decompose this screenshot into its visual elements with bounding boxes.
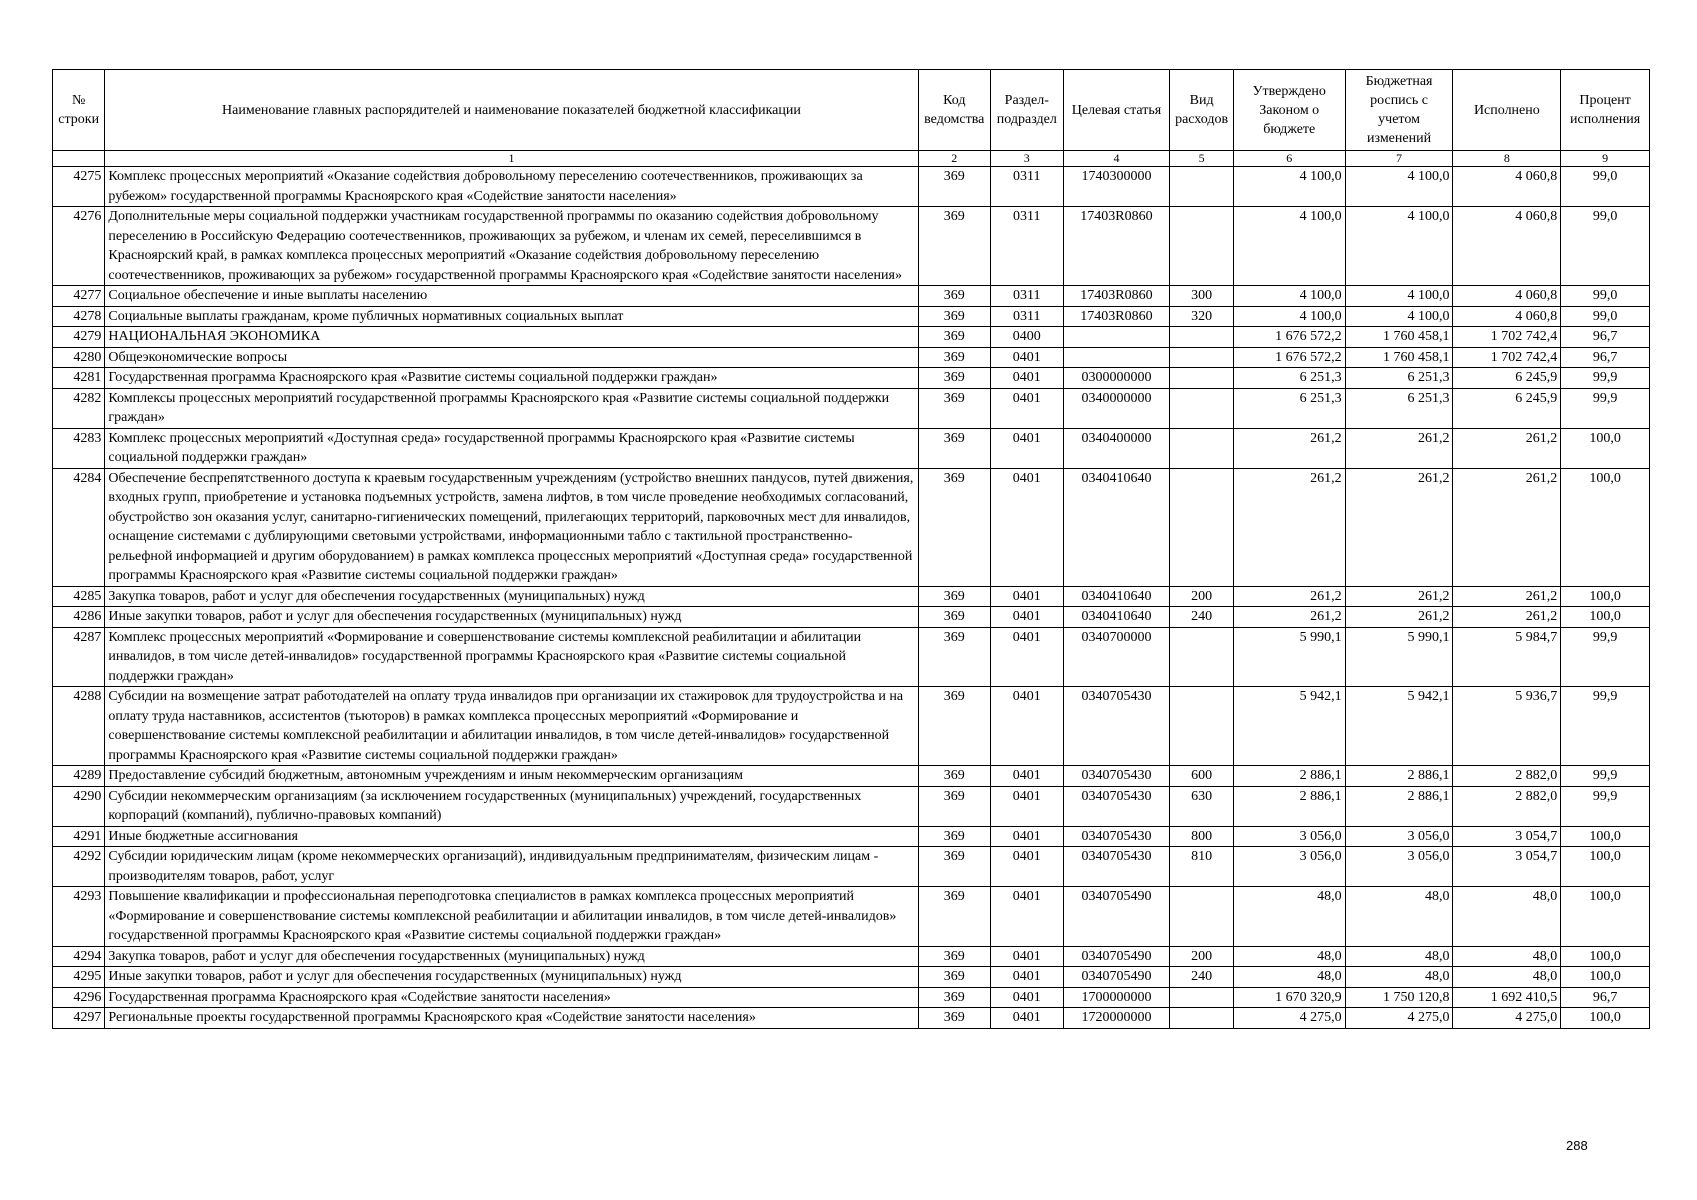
table-row <box>53 428 1650 468</box>
expense-type <box>1170 368 1233 389</box>
executed-amount: 2 882,0 <box>1453 766 1561 787</box>
department-code: 369 <box>918 388 991 428</box>
section-code: 0401 <box>991 967 1064 988</box>
target-article: 0340705430 <box>1063 847 1170 887</box>
execution-percent: 99,0 <box>1561 167 1650 207</box>
executed-amount: 4 060,8 <box>1453 306 1561 327</box>
approved-amount: 4 100,0 <box>1233 286 1345 307</box>
table-row <box>53 826 1650 847</box>
execution-percent: 100,0 <box>1561 607 1650 628</box>
target-article: 0340705430 <box>1063 687 1170 766</box>
department-code: 369 <box>918 786 991 826</box>
target-article: 0340705490 <box>1063 946 1170 967</box>
row-name: Субсидии некоммерческим организациям (за исключением государственных (муниципальных) учреждений, государственных корпораций (компаний), публично-правовых компаний) <box>105 786 918 826</box>
header-executed: Исполнено <box>1453 70 1561 151</box>
row-number: 4285 <box>53 586 105 607</box>
column-number: 6 <box>1233 151 1345 167</box>
row-number: 4293 <box>53 887 105 947</box>
target-article: 17403R0860 <box>1063 306 1170 327</box>
executed-amount: 1 702 742,4 <box>1453 347 1561 368</box>
executed-amount: 4 275,0 <box>1453 1008 1561 1029</box>
expense-type <box>1170 627 1233 687</box>
row-number: 4295 <box>53 967 105 988</box>
row-name: Иные закупки товаров, работ и услуг для обеспечения государственных (муниципальных) нужд <box>105 967 918 988</box>
section-code: 0401 <box>991 627 1064 687</box>
section-code: 0401 <box>991 887 1064 947</box>
budget-list-amount: 261,2 <box>1345 607 1453 628</box>
execution-percent: 96,7 <box>1561 987 1650 1008</box>
budget-list-amount: 261,2 <box>1345 468 1453 586</box>
budget-list-amount: 2 886,1 <box>1345 766 1453 787</box>
row-name: Закупка товаров, работ и услуг для обеспечения государственных (муниципальных) нужд <box>105 586 918 607</box>
header-department-code: Код ведомства <box>918 70 991 151</box>
row-number: 4296 <box>53 987 105 1008</box>
header-target-article: Целевая статья <box>1063 70 1170 151</box>
department-code: 369 <box>918 306 991 327</box>
target-article: 0340000000 <box>1063 388 1170 428</box>
approved-amount: 6 251,3 <box>1233 388 1345 428</box>
executed-amount: 261,2 <box>1453 586 1561 607</box>
section-code: 0401 <box>991 607 1064 628</box>
execution-percent: 96,7 <box>1561 347 1650 368</box>
row-number: 4291 <box>53 826 105 847</box>
approved-amount: 261,2 <box>1233 607 1345 628</box>
row-name: Комплексы процессных мероприятий государственной программы Красноярского края «Развитие системы социальной поддержки граждан» <box>105 388 918 428</box>
row-name: Закупка товаров, работ и услуг для обеспечения государственных (муниципальных) нужд <box>105 946 918 967</box>
department-code: 369 <box>918 368 991 389</box>
target-article: 0300000000 <box>1063 368 1170 389</box>
row-number: 4275 <box>53 167 105 207</box>
approved-amount: 2 886,1 <box>1233 766 1345 787</box>
department-code: 369 <box>918 987 991 1008</box>
table-row <box>53 967 1650 988</box>
budget-list-amount: 3 056,0 <box>1345 847 1453 887</box>
table-row <box>53 586 1650 607</box>
table-row <box>53 347 1650 368</box>
executed-amount: 261,2 <box>1453 468 1561 586</box>
section-code: 0400 <box>991 327 1064 348</box>
column-number: 9 <box>1561 151 1650 167</box>
budget-list-amount: 1 760 458,1 <box>1345 347 1453 368</box>
section-code: 0401 <box>991 388 1064 428</box>
expense-type: 810 <box>1170 847 1233 887</box>
column-number: 2 <box>918 151 991 167</box>
expense-type <box>1170 167 1233 207</box>
execution-percent: 100,0 <box>1561 428 1650 468</box>
target-article: 17403R0860 <box>1063 286 1170 307</box>
approved-amount: 48,0 <box>1233 967 1345 988</box>
department-code: 369 <box>918 586 991 607</box>
approved-amount: 1 676 572,2 <box>1233 327 1345 348</box>
budget-list-amount: 48,0 <box>1345 946 1453 967</box>
row-name: Государственная программа Красноярского края «Содействие занятости населения» <box>105 987 918 1008</box>
header-row <box>53 70 1650 151</box>
department-code: 369 <box>918 286 991 307</box>
target-article: 0340705430 <box>1063 826 1170 847</box>
executed-amount: 48,0 <box>1453 887 1561 947</box>
section-code: 0401 <box>991 428 1064 468</box>
approved-amount: 3 056,0 <box>1233 826 1345 847</box>
department-code: 369 <box>918 946 991 967</box>
row-name: Предоставление субсидий бюджетным, автономным учреждениям и иным некоммерческим организациям <box>105 766 918 787</box>
approved-amount: 5 990,1 <box>1233 627 1345 687</box>
expense-type: 200 <box>1170 586 1233 607</box>
execution-percent: 100,0 <box>1561 586 1650 607</box>
executed-amount: 6 245,9 <box>1453 368 1561 389</box>
department-code: 369 <box>918 766 991 787</box>
execution-percent: 99,9 <box>1561 388 1650 428</box>
budget-table <box>52 69 1650 1029</box>
expense-type: 320 <box>1170 306 1233 327</box>
target-article: 1720000000 <box>1063 1008 1170 1029</box>
budget-list-amount: 4 275,0 <box>1345 1008 1453 1029</box>
table-row <box>53 327 1650 348</box>
executed-amount: 48,0 <box>1453 967 1561 988</box>
section-code: 0311 <box>991 306 1064 327</box>
section-code: 0401 <box>991 1008 1064 1029</box>
approved-amount: 4 275,0 <box>1233 1008 1345 1029</box>
executed-amount: 4 060,8 <box>1453 207 1561 286</box>
table-row <box>53 987 1650 1008</box>
row-name: Иные бюджетные ассигнования <box>105 826 918 847</box>
table-row <box>53 627 1650 687</box>
section-code: 0311 <box>991 167 1064 207</box>
row-number: 4289 <box>53 766 105 787</box>
table-row <box>53 167 1650 207</box>
table-row <box>53 946 1650 967</box>
row-number: 4286 <box>53 607 105 628</box>
executed-amount: 261,2 <box>1453 428 1561 468</box>
column-number: 1 <box>105 151 918 167</box>
expense-type <box>1170 687 1233 766</box>
execution-percent: 96,7 <box>1561 327 1650 348</box>
budget-list-amount: 261,2 <box>1345 428 1453 468</box>
row-number: 4292 <box>53 847 105 887</box>
header-percent: Процент исполнения <box>1561 70 1650 151</box>
row-number: 4297 <box>53 1008 105 1029</box>
column-number: 8 <box>1453 151 1561 167</box>
expense-type: 240 <box>1170 607 1233 628</box>
execution-percent: 100,0 <box>1561 887 1650 947</box>
section-code: 0401 <box>991 368 1064 389</box>
target-article <box>1063 347 1170 368</box>
row-number: 4284 <box>53 468 105 586</box>
target-article: 0340410640 <box>1063 607 1170 628</box>
expense-type <box>1170 428 1233 468</box>
executed-amount: 1 692 410,5 <box>1453 987 1561 1008</box>
approved-amount: 4 100,0 <box>1233 306 1345 327</box>
table-row <box>53 847 1650 887</box>
department-code: 369 <box>918 607 991 628</box>
column-number: 3 <box>991 151 1064 167</box>
approved-amount: 4 100,0 <box>1233 207 1345 286</box>
approved-amount: 6 251,3 <box>1233 368 1345 389</box>
column-number <box>53 151 105 167</box>
target-article: 17403R0860 <box>1063 207 1170 286</box>
executed-amount: 6 245,9 <box>1453 388 1561 428</box>
department-code: 369 <box>918 468 991 586</box>
department-code: 369 <box>918 428 991 468</box>
table-row <box>53 207 1650 286</box>
section-code: 0311 <box>991 207 1064 286</box>
department-code: 369 <box>918 167 991 207</box>
executed-amount: 3 054,7 <box>1453 847 1561 887</box>
column-number: 7 <box>1345 151 1453 167</box>
approved-amount: 48,0 <box>1233 946 1345 967</box>
section-code: 0401 <box>991 687 1064 766</box>
row-name: Комплекс процессных мероприятий «Доступная среда» государственной программы Красноярского края «Развитие системы социальной поддержки граждан» <box>105 428 918 468</box>
department-code: 369 <box>918 1008 991 1029</box>
executed-amount: 2 882,0 <box>1453 786 1561 826</box>
row-number: 4277 <box>53 286 105 307</box>
row-name: Повышение квалификации и профессиональная переподготовка специалистов в рамках комплекса процессных мероприятий «Формирование и совершенствование системы комплексной реабилитации и абилитации инвалидов, в том числе детей-инвалидов» государственной программы Красноярского края «Развитие системы социальной поддержки граждан» <box>105 887 918 947</box>
table-row <box>53 368 1650 389</box>
row-number: 4280 <box>53 347 105 368</box>
section-code: 0401 <box>991 786 1064 826</box>
column-number: 4 <box>1063 151 1170 167</box>
budget-list-amount: 48,0 <box>1345 887 1453 947</box>
table-row <box>53 388 1650 428</box>
target-article: 0340400000 <box>1063 428 1170 468</box>
expense-type <box>1170 987 1233 1008</box>
budget-list-amount: 6 251,3 <box>1345 368 1453 389</box>
row-name: Общеэкономические вопросы <box>105 347 918 368</box>
budget-list-amount: 4 100,0 <box>1345 286 1453 307</box>
target-article: 0340410640 <box>1063 468 1170 586</box>
approved-amount: 5 942,1 <box>1233 687 1345 766</box>
table-row <box>53 887 1650 947</box>
approved-amount: 3 056,0 <box>1233 847 1345 887</box>
department-code: 369 <box>918 327 991 348</box>
department-code: 369 <box>918 207 991 286</box>
executed-amount: 3 054,7 <box>1453 826 1561 847</box>
department-code: 369 <box>918 627 991 687</box>
executed-amount: 4 060,8 <box>1453 286 1561 307</box>
execution-percent: 100,0 <box>1561 946 1650 967</box>
approved-amount: 4 100,0 <box>1233 167 1345 207</box>
section-code: 0401 <box>991 347 1064 368</box>
execution-percent: 99,9 <box>1561 627 1650 687</box>
table-row <box>53 1008 1650 1029</box>
approved-amount: 1 670 320,9 <box>1233 987 1345 1008</box>
executed-amount: 5 984,7 <box>1453 627 1561 687</box>
row-number: 4287 <box>53 627 105 687</box>
target-article: 0340705430 <box>1063 766 1170 787</box>
table-row <box>53 607 1650 628</box>
execution-percent: 100,0 <box>1561 826 1650 847</box>
department-code: 369 <box>918 826 991 847</box>
header-row-number: № строки <box>53 70 105 151</box>
execution-percent: 99,9 <box>1561 687 1650 766</box>
approved-amount: 261,2 <box>1233 586 1345 607</box>
section-code: 0401 <box>991 946 1064 967</box>
row-name: Государственная программа Красноярского края «Развитие системы социальной поддержки граждан» <box>105 368 918 389</box>
table-row <box>53 468 1650 586</box>
table-row <box>53 286 1650 307</box>
target-article: 0340410640 <box>1063 586 1170 607</box>
executed-amount: 48,0 <box>1453 946 1561 967</box>
row-number: 4288 <box>53 687 105 766</box>
column-number-row <box>53 151 1650 167</box>
row-number: 4281 <box>53 368 105 389</box>
table-row <box>53 306 1650 327</box>
row-name: Комплекс процессных мероприятий «Формирование и совершенствование системы комплексной реабилитации и абилитации инвалидов, в том числе детей-инвалидов» государственной программы Красноярского края «Развитие системы социальной поддержки граждан» <box>105 627 918 687</box>
target-article: 1740300000 <box>1063 167 1170 207</box>
table-row <box>53 786 1650 826</box>
section-code: 0311 <box>991 286 1064 307</box>
page-number: 288 <box>1566 1138 1588 1153</box>
expense-type <box>1170 468 1233 586</box>
execution-percent: 99,9 <box>1561 786 1650 826</box>
expense-type: 200 <box>1170 946 1233 967</box>
row-number: 4278 <box>53 306 105 327</box>
budget-list-amount: 5 990,1 <box>1345 627 1453 687</box>
row-number: 4276 <box>53 207 105 286</box>
row-number: 4283 <box>53 428 105 468</box>
budget-list-amount: 1 760 458,1 <box>1345 327 1453 348</box>
approved-amount: 2 886,1 <box>1233 786 1345 826</box>
table-body <box>53 167 1650 1029</box>
expense-type <box>1170 347 1233 368</box>
approved-amount: 48,0 <box>1233 887 1345 947</box>
header-approved: Утверждено Законом о бюджете <box>1233 70 1345 151</box>
executed-amount: 261,2 <box>1453 607 1561 628</box>
execution-percent: 100,0 <box>1561 847 1650 887</box>
target-article: 0340705430 <box>1063 786 1170 826</box>
target-article: 0340705490 <box>1063 967 1170 988</box>
header-expense-type: Вид расходов <box>1170 70 1233 151</box>
execution-percent: 100,0 <box>1561 967 1650 988</box>
expense-type <box>1170 207 1233 286</box>
table-row <box>53 687 1650 766</box>
approved-amount: 261,2 <box>1233 428 1345 468</box>
budget-list-amount: 1 750 120,8 <box>1345 987 1453 1008</box>
budget-list-amount: 6 251,3 <box>1345 388 1453 428</box>
expense-type: 630 <box>1170 786 1233 826</box>
row-name: Иные закупки товаров, работ и услуг для обеспечения государственных (муниципальных) нужд <box>105 607 918 628</box>
section-code: 0401 <box>991 586 1064 607</box>
row-name: Субсидии юридическим лицам (кроме некоммерческих организаций), индивидуальным предпринимателям, физическим лицам - производителям товаров, работ, услуг <box>105 847 918 887</box>
execution-percent: 99,9 <box>1561 368 1650 389</box>
target-article <box>1063 327 1170 348</box>
target-article: 0340705490 <box>1063 887 1170 947</box>
expense-type: 240 <box>1170 967 1233 988</box>
row-name: НАЦИОНАЛЬНАЯ ЭКОНОМИКА <box>105 327 918 348</box>
expense-type <box>1170 1008 1233 1029</box>
row-number: 4290 <box>53 786 105 826</box>
budget-list-amount: 4 100,0 <box>1345 167 1453 207</box>
budget-list-amount: 5 942,1 <box>1345 687 1453 766</box>
target-article: 0340700000 <box>1063 627 1170 687</box>
expense-type <box>1170 327 1233 348</box>
budget-list-amount: 48,0 <box>1345 967 1453 988</box>
header-budget-list: Бюджетная роспись с учетом изменений <box>1345 70 1453 151</box>
department-code: 369 <box>918 887 991 947</box>
approved-amount: 261,2 <box>1233 468 1345 586</box>
budget-list-amount: 3 056,0 <box>1345 826 1453 847</box>
row-name: Субсидии на возмещение затрат работодателей на оплату труда инвалидов при организации их стажировок для трудоустройства и на оплату труда наставников, ассистентов (тьюторов) в рамках комплекса процессных мероприятий «Формирование и совершенствование системы комплексной реабилитации и абилитации инвалидов, в том числе детей-инвалидов» государственной программы Красноярского края «Развитие системы социальной поддержки граждан» <box>105 687 918 766</box>
row-name: Региональные проекты государственной программы Красноярского края «Содействие занятости населения» <box>105 1008 918 1029</box>
table-row <box>53 766 1650 787</box>
execution-percent: 99,0 <box>1561 306 1650 327</box>
section-code: 0401 <box>991 826 1064 847</box>
executed-amount: 5 936,7 <box>1453 687 1561 766</box>
header-name: Наименование главных распорядителей и наименование показателей бюджетной классификации <box>105 70 918 151</box>
expense-type <box>1170 887 1233 947</box>
budget-list-amount: 261,2 <box>1345 586 1453 607</box>
approved-amount: 1 676 572,2 <box>1233 347 1345 368</box>
row-number: 4294 <box>53 946 105 967</box>
target-article: 1700000000 <box>1063 987 1170 1008</box>
section-code: 0401 <box>991 847 1064 887</box>
row-number: 4282 <box>53 388 105 428</box>
row-name: Социальные выплаты гражданам, кроме публичных нормативных социальных выплат <box>105 306 918 327</box>
execution-percent: 100,0 <box>1561 468 1650 586</box>
expense-type: 600 <box>1170 766 1233 787</box>
expense-type <box>1170 388 1233 428</box>
department-code: 369 <box>918 847 991 887</box>
budget-list-amount: 2 886,1 <box>1345 786 1453 826</box>
executed-amount: 1 702 742,4 <box>1453 327 1561 348</box>
expense-type: 300 <box>1170 286 1233 307</box>
header-section: Раздел-подраздел <box>991 70 1064 151</box>
row-number: 4279 <box>53 327 105 348</box>
expense-type: 800 <box>1170 826 1233 847</box>
execution-percent: 99,9 <box>1561 766 1650 787</box>
budget-list-amount: 4 100,0 <box>1345 306 1453 327</box>
row-name: Дополнительные меры социальной поддержки участникам государственной программы по оказанию содействия добровольному переселению в Российскую Федерацию соотечественников, проживающих за рубежом, и членам их семей, переселившимся в Красноярский край, в рамках комплекса процессных мероприятий «Оказание содействия добровольному переселению соотечественников, проживающих за рубежом» государственной программы Красноярского края «Содействие занятости населения» <box>105 207 918 286</box>
row-name: Социальное обеспечение и иные выплаты населению <box>105 286 918 307</box>
execution-percent: 99,0 <box>1561 286 1650 307</box>
row-name: Комплекс процессных мероприятий «Оказание содействия добровольному переселению соотечественников, проживающих за рубежом» государственной программы Красноярского края «Содействие занятости населения» <box>105 167 918 207</box>
execution-percent: 99,0 <box>1561 207 1650 286</box>
section-code: 0401 <box>991 766 1064 787</box>
budget-list-amount: 4 100,0 <box>1345 207 1453 286</box>
section-code: 0401 <box>991 468 1064 586</box>
executed-amount: 4 060,8 <box>1453 167 1561 207</box>
execution-percent: 100,0 <box>1561 1008 1650 1029</box>
department-code: 369 <box>918 347 991 368</box>
column-number: 5 <box>1170 151 1233 167</box>
row-name: Обеспечение беспрепятственного доступа к краевым государственным учреждениям (устройство внешних пандусов, путей движения, входных групп, приобретение и установка подъемных устройств, замена лифтов, в том числе проведение необходимых согласований, обустройство зон оказания услуг, санитарно-гигиенических помещений, прилегающих территорий, парковочных мест для инвалидов, оснащение системами с дублирующими световыми устройствами, информационными табло с тактильной пространственно-рельефной информацией и другим оборудованием) в рамках комплекса процессных мероприятий «Доступная среда» государственной программы Красноярского края «Развитие системы социальной поддержки граждан» <box>105 468 918 586</box>
department-code: 369 <box>918 967 991 988</box>
department-code: 369 <box>918 687 991 766</box>
section-code: 0401 <box>991 987 1064 1008</box>
